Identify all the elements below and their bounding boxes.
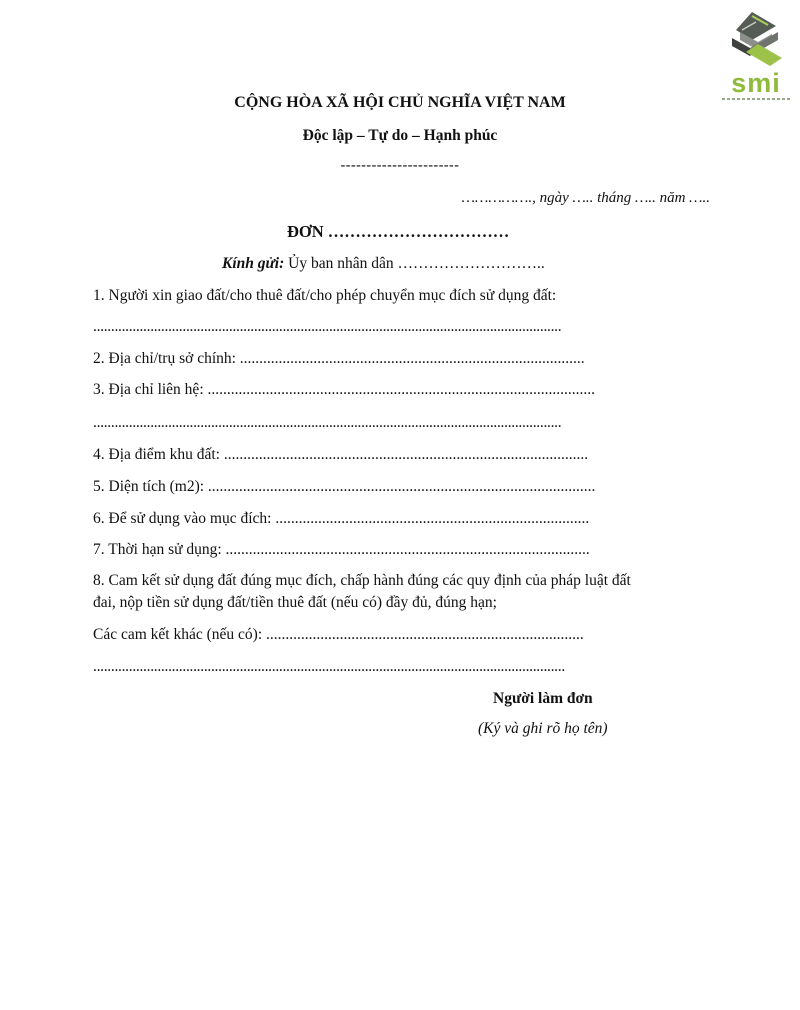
country-heading: CỘNG HÒA XÃ HỘI CHỦ NGHĨA VIỆT NAM — [234, 94, 566, 111]
item-1: 1. Người xin giao đất/cho thuê đất/cho phép chuyển mục đích sử dụng đất: — [93, 287, 557, 304]
item-7: 7. Thời hạn sử dụng: .............................................................................................. — [93, 541, 590, 558]
addressee-line — [222, 255, 545, 273]
smi-s-logo-icon — [722, 8, 790, 70]
item-8-line-1: 8. Cam kết sử dụng đất đúng mục đích, chấp hành đúng các quy định của pháp luật đất — [93, 572, 631, 589]
other-commitments-fill: .................................................................................................................................... — [93, 658, 565, 675]
item-3-fill: ................................................................................................................................... — [93, 414, 562, 431]
header-separator: ----------------------- — [340, 158, 460, 173]
item-3: 3. Địa chỉ liên hệ: .................................................................................................... — [93, 381, 595, 398]
item-6: 6. Để sử dụng vào mục đích: ................................................................................. — [93, 510, 590, 527]
item-5: 5. Diện tích (m2): .................................................................................................... — [93, 478, 596, 495]
item-4: 4. Địa điểm khu đất: .............................................................................................. — [93, 446, 589, 463]
signature-title: Người làm đơn — [493, 690, 593, 707]
smi-logo — [722, 8, 790, 103]
logo-wordmark: smi — [731, 68, 781, 98]
signature-note: (Ký và ghi rõ họ tên) — [478, 720, 608, 737]
addressee-label: Kính gửi: — [222, 255, 285, 272]
item-1-fill: ................................................................................................................................... — [93, 318, 562, 335]
item-2: 2. Địa chỉ/trụ sở chính: ......................................................................................... — [93, 350, 585, 367]
form-title: ĐƠN …………………………… — [287, 222, 510, 241]
date-line: ……………., ngày ….. tháng ….. năm ….. — [461, 190, 710, 206]
addressee-value: Ủy ban nhân dân ……………………….. — [288, 255, 545, 272]
other-commitments: Các cam kết khác (nếu có): .................................................................................. — [93, 626, 584, 643]
item-8-line-2: đai, nộp tiền sử dụng đất/tiền thuê đất (nếu có) đầy đủ, đúng hạn; — [93, 594, 497, 611]
motto-heading: Độc lập – Tự do – Hạnh phúc — [302, 127, 498, 144]
